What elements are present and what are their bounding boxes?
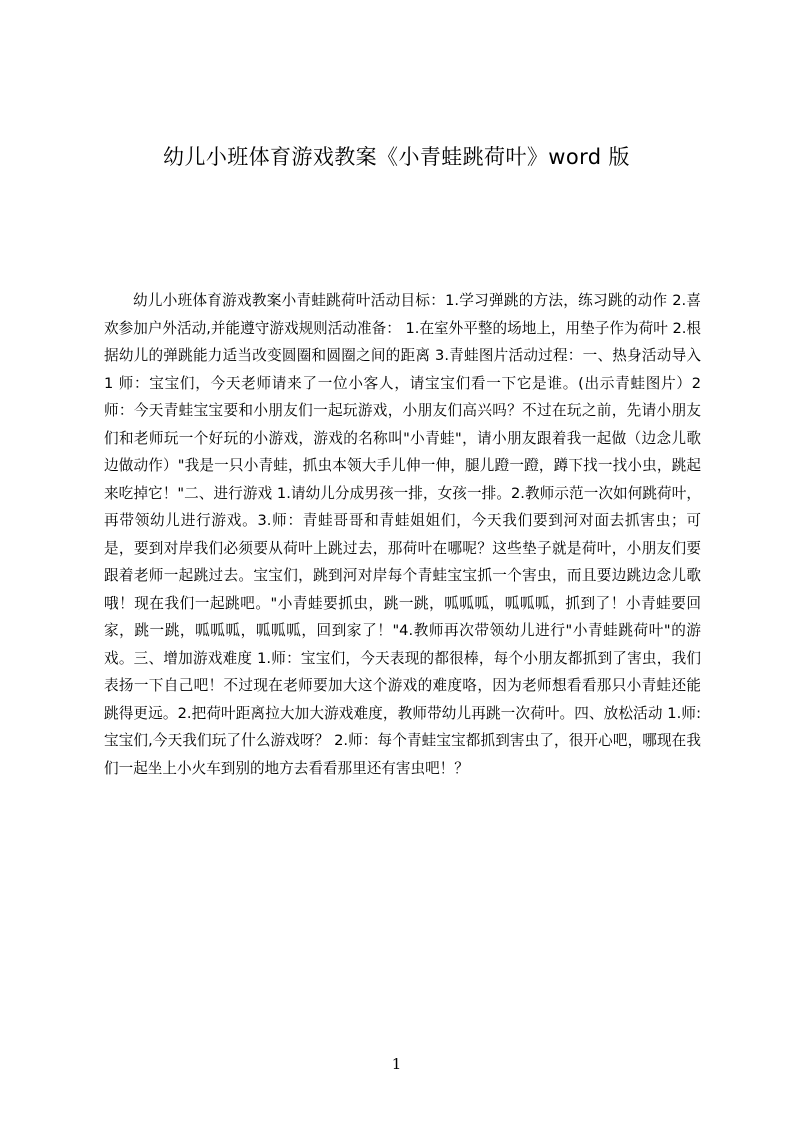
- page-number: 1: [391, 1055, 402, 1073]
- document-title: 幼儿小班体育游戏教案《小青蛙跳荷叶》word 版: [163, 145, 630, 169]
- document-body-paragraph: 幼儿小班体育游戏教案小青蛙跳荷叶活动目标：1.学习弹跳的方法，练习跳的动作 2.喜欢参加户外活动,并能遵守游戏规则活动准备： 1.在室外平整的场地上，用垫子作为荷叶 2.根据幼儿的弹跳能力适当改变圆圈和圆圈之间的距离 3.青蛙图片活动过程：一、热身活动导入 1 师：宝宝们，今天老师请来了一位小客人，请宝宝们看一下它是谁。(出示青蛙图片）2 师：今天青蛙宝宝要和小朋友们一起玩游戏，小朋友们高兴吗？不过在玩之前，先请小朋友们和老师玩一个好玩的小游戏，游戏的名称叫"小青蛙"，请小朋友跟着我一起做（边念儿歌边做动作）"我是一只小青蛙，抓虫本领大手儿伸一伸，腿儿蹬一蹬，蹲下找一找小虫，跳起来吃掉它！"二、进行游戏 1.请幼儿分成男孩一排，女孩一排。2.教师示范一次如何跳荷叶，再带领幼儿进行游戏。3.师：青蛙哥哥和青蛙姐姐们，今天我们要到河对面去抓害虫；可是，要到对岸我们必须要从荷叶上跳过去，那荷叶在哪呢？这些垫子就是荷叶，小朋友们要跟着老师一起跳过去。宝宝们，跳到河对岸每个青蛙宝宝抓一个害虫，而且要边跳边念儿歌哦！现在我们一起跳吧。"小青蛙要抓虫，跳一跳，呱呱呱，呱呱呱，抓到了！小青蛙要回家，跳一跳，呱呱呱，呱呱呱，回到家了！"4.教师再次带领幼儿进行"小青蛙跳荷叶"的游戏。三、增加游戏难度 1.师：宝宝们，今天表现的都很棒，每个小朋友都抓到了害虫，我们表扬一下自己吧！不过现在老师要加大这个游戏的难度咯，因为老师想看看那只小青蛙还能跳得更远。2.把荷叶距离拉大加大游戏难度，教师带幼儿再跳一次荷叶。四、放松活动 1.师:宝宝们,今天我们玩了什么游戏呀？ 2.师：每个青蛙宝宝都抓到害虫了，很开心吧，哪现在我们一起坐上小火车到别的地方去看看那里还有害虫吧！？: [104, 292, 701, 777]
